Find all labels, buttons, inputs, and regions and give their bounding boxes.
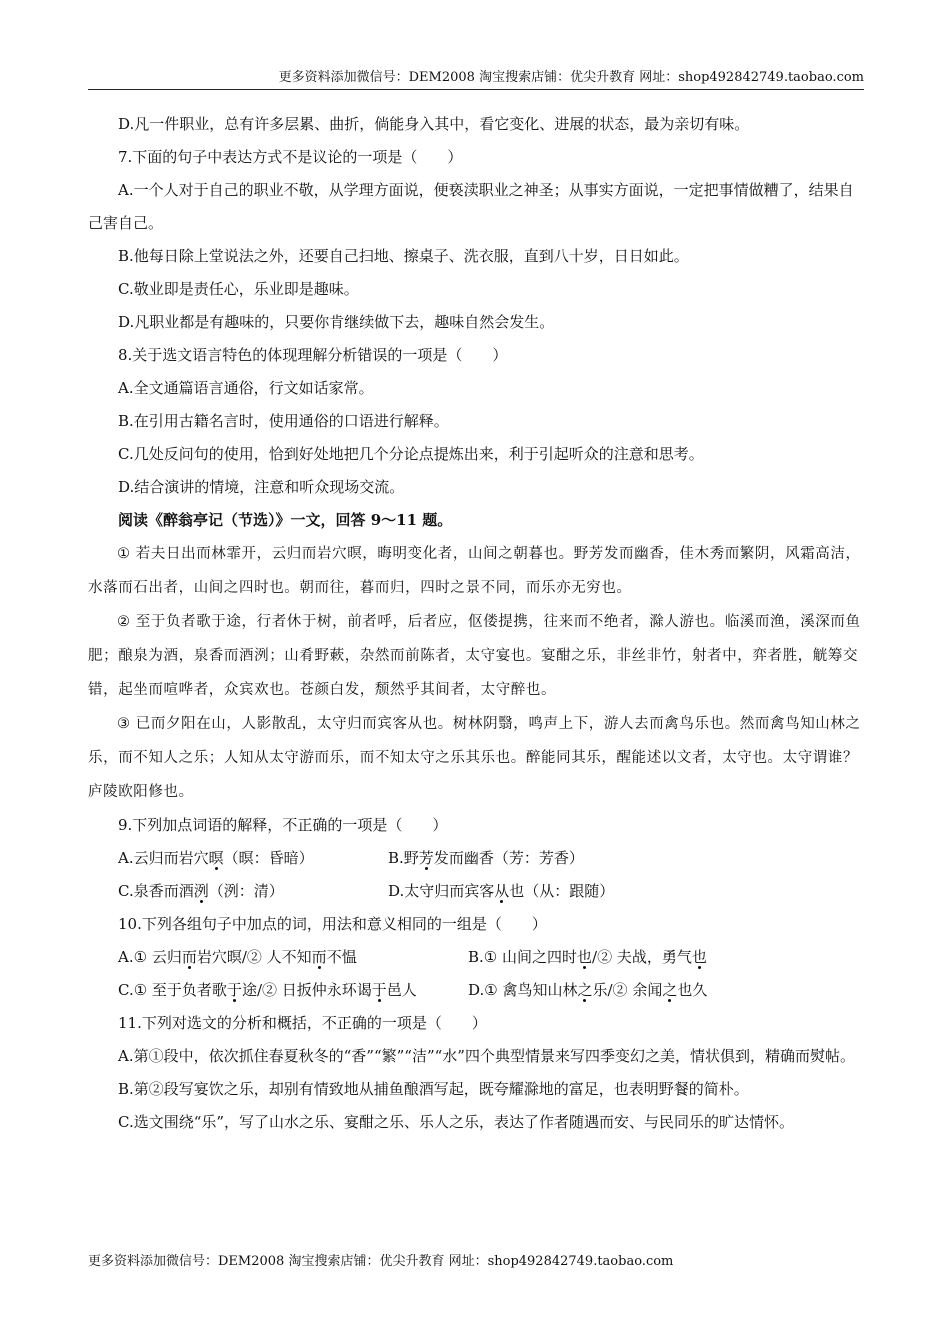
q9-option-c <box>118 875 388 908</box>
q9-option-b-post: 发而幽香（芳：芳香） <box>433 849 584 867</box>
q10-a-dotted-2: 而 <box>311 948 327 966</box>
document-body <box>88 108 864 1139</box>
q10-d-part3: 也久 <box>677 981 708 999</box>
q9-option-a-pre: A.云归而岩穴 <box>118 849 209 867</box>
q8-option-b: B.在引用古籍名言时，使用通俗的口语进行解释。 <box>118 412 449 430</box>
q7-option-d: D.凡职业都是有趣味的，只要你肯继续做下去，趣味自然会发生。 <box>118 313 555 331</box>
q7-option-c: C.敬业即是责任心，乐业即是趣味。 <box>118 280 359 298</box>
q8-stem: 8.关于选文语言特色的体现理解分析错误的一项是（ ） <box>118 346 508 364</box>
q10-d-part2: 乐/② 余闻 <box>592 981 663 999</box>
q10-c-dotted-1: 于 <box>226 981 242 999</box>
q9-option-c-post: （洌：清） <box>208 882 284 900</box>
q9-option-b <box>388 842 584 875</box>
q11-stem: 11.下列对选文的分析和概括，不正确的一项是（ ） <box>118 1014 487 1032</box>
q10-options-row-2 <box>88 974 864 1007</box>
q8-option-d: D.结合演讲的情境，注意和听众现场交流。 <box>118 478 405 496</box>
page-header: 更多资料添加微信号：DEM2008 淘宝搜索店铺：优尖升教育 网址：shop492842749.taobao.com <box>88 66 864 90</box>
page-footer: 更多资料添加微信号：DEM2008 淘宝搜索店铺：优尖升教育 网址：shop492842749.taobao.com <box>88 1254 674 1269</box>
q9-stem: 9.下列加点词语的解释，不正确的一项是（ ） <box>118 816 448 834</box>
q9-option-c-pre: C.泉香而酒 <box>118 882 194 900</box>
q10-stem: 10.下列各组句子中加点的词，用法和意义相同的一组是（ ） <box>118 915 547 933</box>
passage-paragraph-1: ① 若夫日出而林霏开，云归而岩穴暝，晦明变化者，山间之朝暮也。野芳发而幽香，佳木秀而繁阴，风霜高洁，水落而石出者，山间之四时也。朝而往，暮而归，四时之景不同，而乐亦无穷也。 <box>88 546 861 596</box>
q8-option-a: A.全文通篇语言通俗，行文如话家常。 <box>118 379 374 397</box>
q9-option-d-post: 也（从：跟随） <box>509 882 615 900</box>
reading-title: 阅读《醉翁亭记（节选）》一文，回答 9～11 题。 <box>118 511 453 529</box>
q10-c-dotted-2: 于 <box>371 981 387 999</box>
q10-options-row-1 <box>88 941 864 974</box>
q9-option-d-dotted: 从 <box>494 882 510 900</box>
q10-b-dotted-2: 也 <box>691 948 707 966</box>
q9-options-row-2 <box>88 875 864 908</box>
q10-c-part3: 邑人 <box>386 981 417 999</box>
q10-b-part1: B.① 山间之四时 <box>468 948 578 966</box>
q10-d-part1: D.① 禽鸟知山林 <box>468 981 578 999</box>
q10-a-part3: 不愠 <box>326 948 357 966</box>
q9-option-d <box>388 875 614 908</box>
q10-a-part2: 岩穴暝/② 人不知 <box>196 948 312 966</box>
q6-option-d: D.凡一件职业，总有许多层累、曲折，倘能身入其中，看它变化、进展的状态，最为亲切有味。 <box>118 115 750 133</box>
q9-option-a-dotted: 暝 <box>208 849 224 867</box>
q10-option-a <box>118 941 468 974</box>
q9-option-a <box>118 842 388 875</box>
q10-c-part2: 途/② 日扳仲永环谒 <box>241 981 372 999</box>
q10-option-b <box>468 941 707 974</box>
q10-b-dotted-1: 也 <box>577 948 593 966</box>
q10-d-dotted-2: 之 <box>662 981 678 999</box>
q11-option-b: B.第②段写宴饮之乐，却别有情致地从捕鱼酿酒写起，既夸耀滁地的富足，也表明野餐的简朴。 <box>118 1080 749 1098</box>
q10-option-d <box>468 974 707 1007</box>
q10-d-dotted-1: 之 <box>577 981 593 999</box>
passage-paragraph-3: ③ 已而夕阳在山，人影散乱，太守归而宾客从也。树林阴翳，鸣声上下，游人去而禽鸟乐也。然而禽鸟知山林之乐，而不知人之乐；人知从太守游而乐，而不知太守之乐其乐也。醉能同其乐，醒能述以文者，太守也。太守谓谁？庐陵欧阳修也。 <box>88 716 861 800</box>
q9-option-b-pre: B.野 <box>388 849 419 867</box>
q9-option-b-dotted: 芳 <box>418 849 434 867</box>
q10-a-part1: A.① 云归 <box>118 948 182 966</box>
q9-option-c-dotted: 洌 <box>193 882 209 900</box>
passage-paragraph-2: ② 至于负者歌于途，行者休于树，前者呼，后者应，伛偻提携，往来而不绝者，滁人游也。临溪而渔，溪深而鱼肥；酿泉为酒，泉香而酒洌；山肴野蔌，杂然而前陈者，太守宴也。宴酣之乐，非丝非竹，射者中，弈者胜，觥筹交错，起坐而喧哗者，众宾欢也。苍颜白发，颓然乎其间者，太守醉也。 <box>88 614 861 698</box>
q10-c-part1: C.① 至于负者歌 <box>118 981 227 999</box>
q11-option-a: A.第①段中，依次抓住春夏秋冬的“香”“繁”“洁”“水”四个典型情景来写四季变幻之美，情状俱到，精确而熨帖。 <box>118 1047 855 1065</box>
q7-stem: 7.下面的句子中表达方式不是议论的一项是（ ） <box>118 148 463 166</box>
q8-option-c: C.几处反问句的使用，恰到好处地把几个分论点提炼出来，利于引起听众的注意和思考。 <box>118 445 704 463</box>
q9-option-a-post: （暝：昏暗） <box>223 849 314 867</box>
q9-options-row-1 <box>88 842 864 875</box>
q7-option-a: A.一个人对于自己的职业不敬，从学理方面说，便亵渎职业之神圣；从事实方面说，一定把事情做糟了，结果自己害自己。 <box>88 181 854 232</box>
q11-option-c: C.选文围绕“乐”，写了山水之乐、宴酣之乐、乐人之乐，表达了作者随遇而安、与民同乐的旷达情怀。 <box>118 1113 795 1131</box>
q9-option-d-pre: D.太守归而宾客 <box>388 882 495 900</box>
q10-option-c <box>118 974 468 1007</box>
q10-b-part2: /② 夫战，勇气 <box>592 948 692 966</box>
q10-a-dotted-1: 而 <box>181 948 197 966</box>
q7-option-b: B.他每日除上堂说法之外，还要自己扫地、擦桌子、洗衣服，直到八十岁，日日如此。 <box>118 247 689 265</box>
